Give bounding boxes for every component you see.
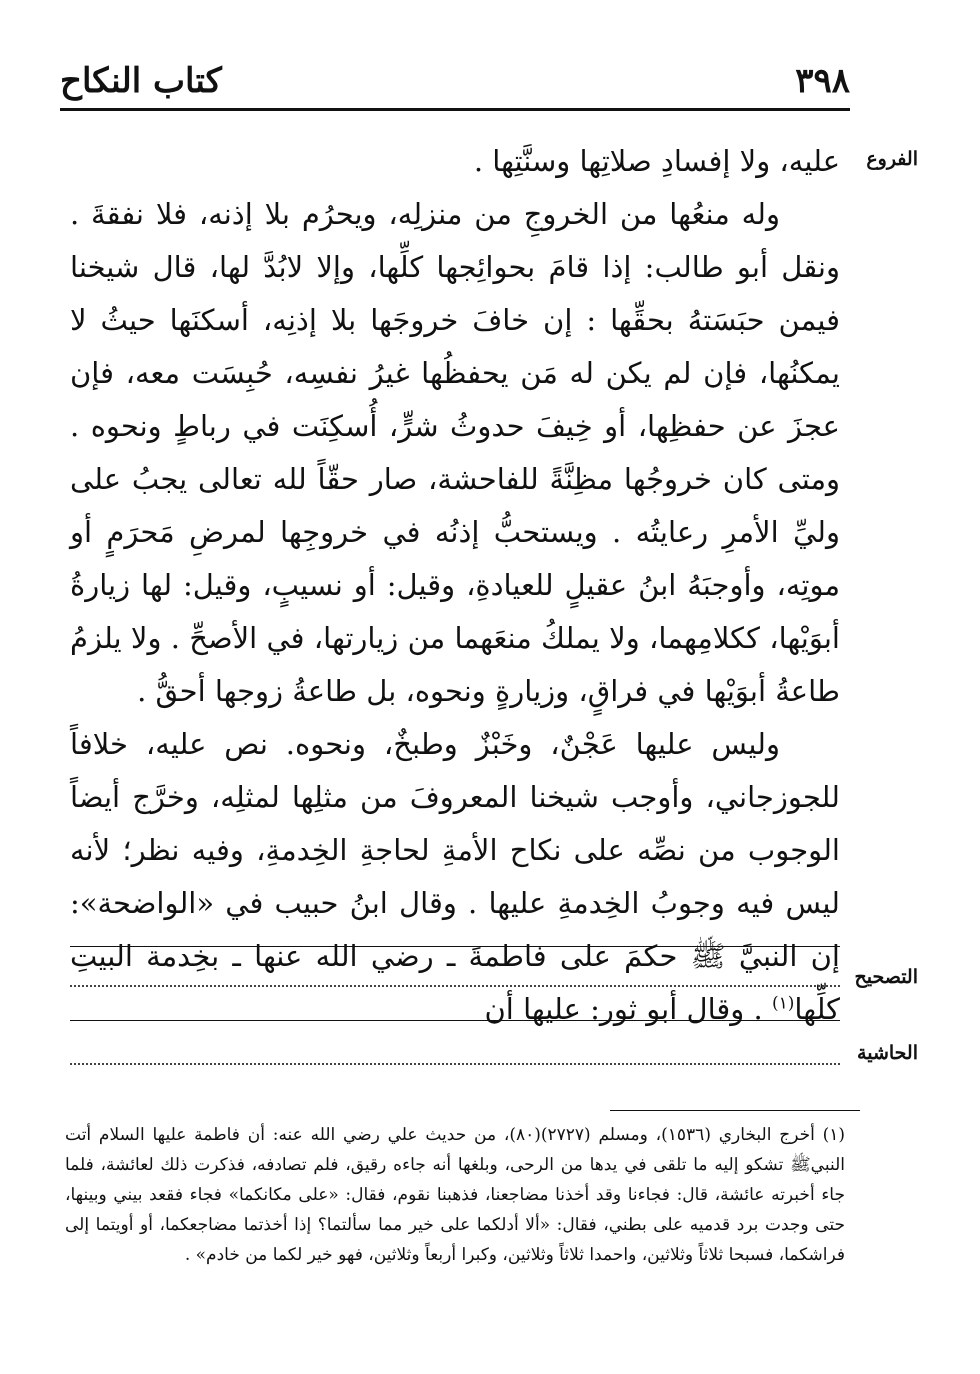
correction-top-rule [70,946,840,947]
paragraph-3 [70,718,840,1036]
footnotes [65,1120,845,1270]
page-number: ٣٩٨ [795,61,850,101]
paragraph-2: وله منعُها من الخروجِ من منزلِه، ويحرُم بلا إذنه، فلا نفقةَ . ونقل أبو طالب: إذا قامَ بحوائِجها كلِّها، وإلا لابُدَّ لها، قال شيخنا فيمن حبَسَتهُ بحقِّها : إن خافَ خروجَها بلا إذنِه، أسكنَها حيثُ لا يمكنُها، فإن لم يكن له مَن يحفظُها غيرُ نفسِه، حُبِسَت معه، فإن عجزَ عن حفظِها، أو خِيفَ حدوثُ شرٍّ، أُسكِنَت في رباطٍ ونحوه . ومتى كان خروجُها مظِنَّةً للفاحشة، صار حقّاً لله تعالى يجبُ على وليِّ الأمرِ رعايتُه . ويستحبُّ إذنُه في خروجِها لمرضِ مَحرَمٍ أو موتِه، وأوجبَهُ ابنُ عقيلٍ للعيادةِ، وقيل: أو نسيبٍ، وقيل: لها زيارةُ أبوَيْها، ككلامِهما، ولا يملكُ منعَهما من زيارتها، في الأصحِّ . ولا يلزمُ طاعةُ أبوَيْها في فراقٍ، وزيارةٍ ونحوه، بل طاعةُ زوجها أحقُّ . [70,197,840,708]
paragraph-3-tail: . وقال أبو ثور: عليها أن [484,992,772,1026]
correction-label: التصحيح [854,966,918,988]
section-label-furu: الفروع [866,148,918,170]
gloss-dotted-line[interactable] [70,1063,840,1065]
footnote-1: (١) أخرج البخاري (١٥٣٦)، ومسلم (٢٧٢٧)(٨٠)، من حديث علي رضي الله عنه: أن فاطمة عليها السلام أتت النبيﷺ تشكو إليه ما تلقى في يدها من الرحى، وبلغها أنه جاءه رقيق، فلم تصادفه، فذكرت ذلك لعائشة، فلما جاء أخبرته عائشة، قال: فجاءنا وقد أخذنا مضاجعنا، فذهبنا نقوم، فقال: «على مكانكما» فجاء فقعد بيني وبينها، حتى وجدت برد قدميه على بطني، فقال: «ألا أدلكما على خير مما سألتما؟ إذا أخذتما مضاجعكما، أو أويتما إلى فراشكما، فسبحا ثلاثاً وثلاثين، واحمدا ثلاثاً وثلاثين، وكبرا أربعاً وثلاثين، فهو خير لكما من خادم» . [65,1125,845,1265]
book-title: كتاب النكاح [60,61,222,101]
main-text [70,135,840,1036]
gloss-label: الحاشية [857,1042,918,1064]
correction-dotted-line[interactable] [70,985,840,987]
paragraph-1: عليه، ولا إفسادِ صلاتِها وسنَّتِها . [473,144,840,178]
page-header [60,55,850,107]
footnote-separator [610,1110,860,1111]
gloss-top-rule [70,1020,840,1021]
footnote-ref[interactable]: (١) [771,993,795,1014]
paragraph-3-text: وليس عليها عَجْنٌ، وخَبْزٌ وطبخٌ، ونحوه. نص عليه، خلافاً للجوزجاني، وأوجب شيخنا المعروفَ من مثلِها لمثلِه، وخرَّج أيضاً الوجوب من نصِّه على نكاح الأمةِ لحاجةِ الخِدمةِ، وفيه نظر؛ لأنه ليس فيه وجوبُ الخِدمةِ عليها . وقال ابنُ حبيب في «الواضحة»: إن النبيَّ ﷺ حكمَ على فاطمةَ ـ رضي الله عنها ـ بخِدمة البيتِ كلِّها [70,727,840,1026]
header-rule [60,108,850,111]
